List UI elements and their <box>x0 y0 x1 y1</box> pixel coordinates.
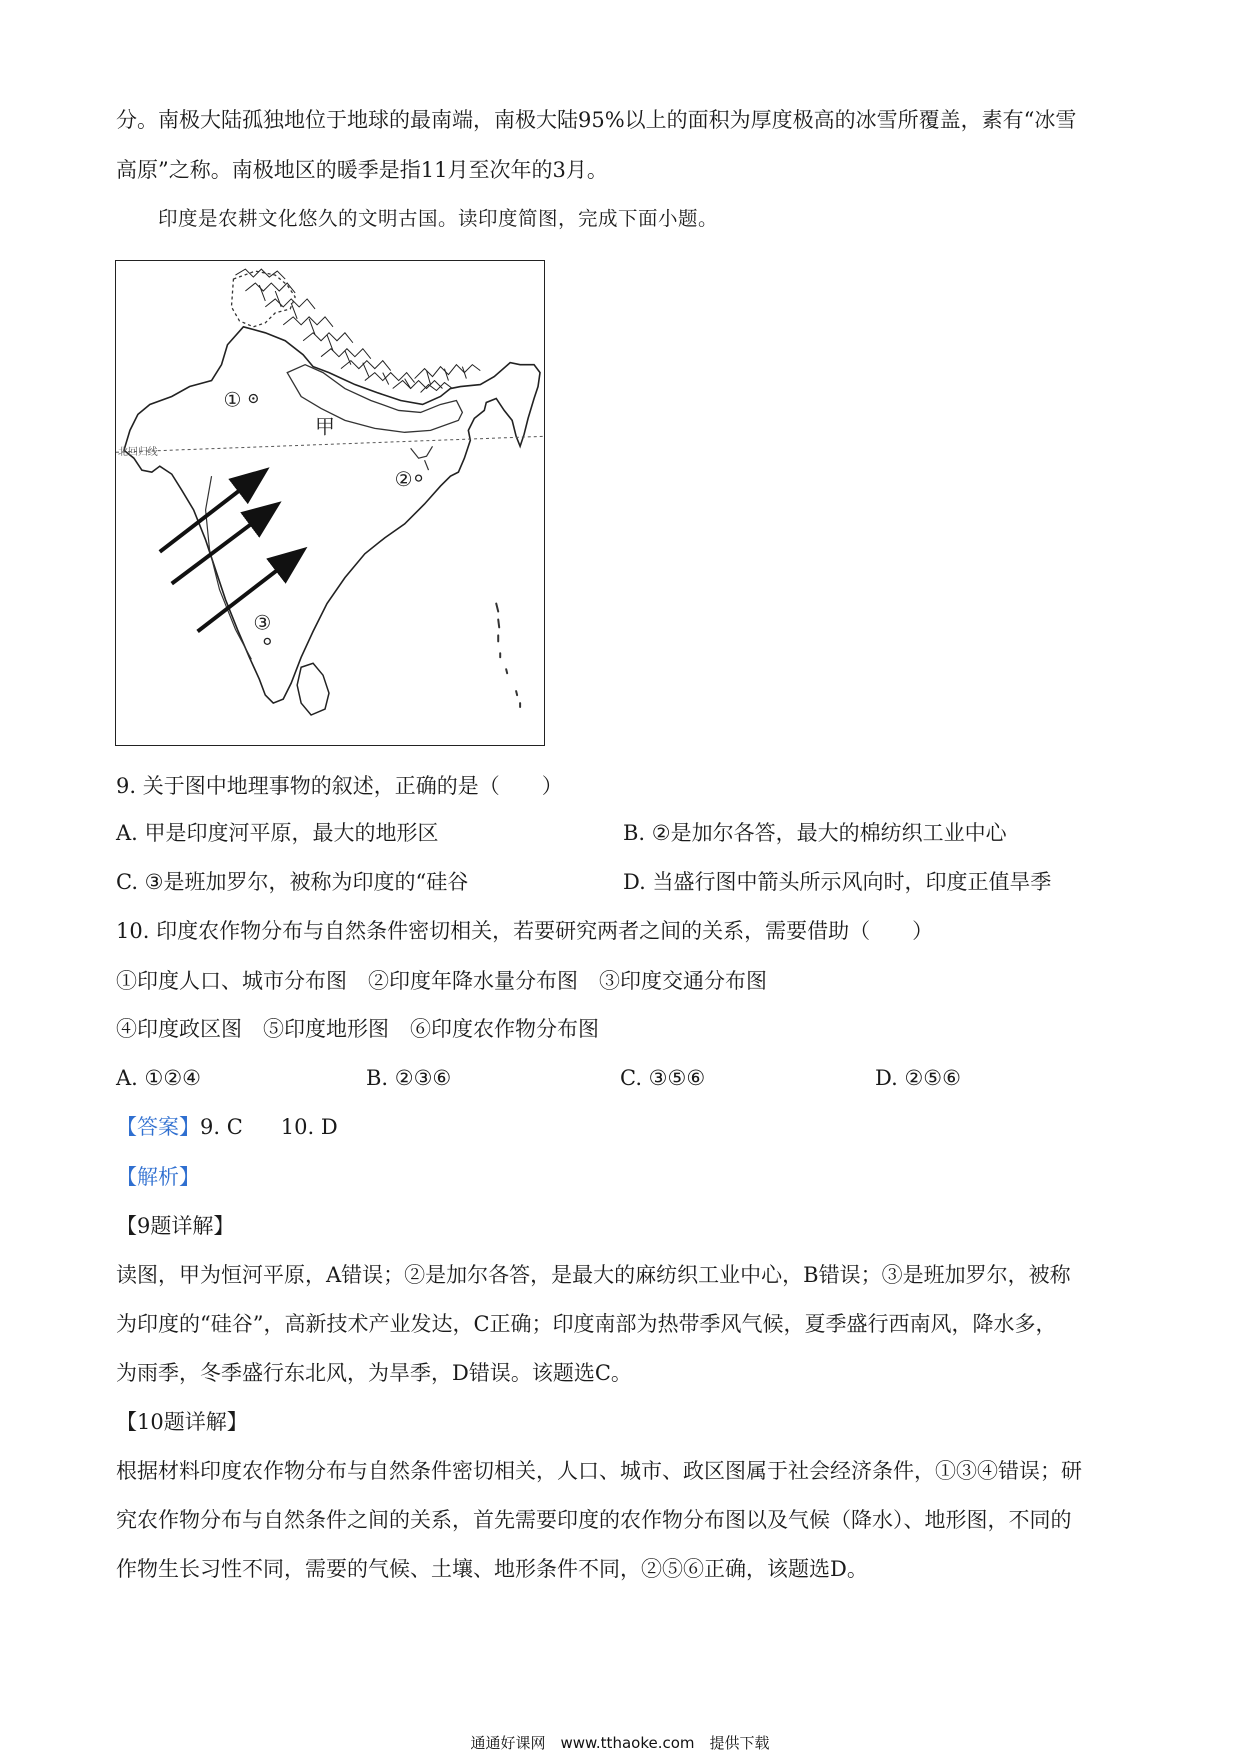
analysis-label: 【解析】 <box>116 1165 200 1189</box>
q10-option-b: B. ②③⑥ <box>366 1066 452 1090</box>
page-footer: 通通好课网 www.tthaoke.com 提供下载 <box>470 1734 770 1752</box>
region-jia-label: 甲 <box>315 415 335 439</box>
q9-option-c: C. ③是班加罗尔，被称为印度的“硅谷 <box>116 870 469 894</box>
q10-option-d: D. ②⑤⑥ <box>875 1066 961 1090</box>
answer-q9: 9. C <box>200 1115 243 1139</box>
western-ghats-line <box>206 476 252 659</box>
passage-line: 高原”之称。南极地区的暖季是指11月至次年的3月。 <box>116 158 608 182</box>
q10-maps-line: ④印度政区图 ⑤印度地形图 ⑥印度农作物分布图 <box>116 1017 599 1041</box>
india-outline <box>124 327 540 703</box>
q9-detail-line: 为印度的“硅谷”，高新技术产业发达，C正确；印度南部为热带季风气候，夏季盛行西南风，降水多， <box>116 1312 1057 1336</box>
tropic-of-cancer-line <box>116 436 544 452</box>
q10-maps-line: ①印度人口、城市分布图 ②印度年降水量分布图 ③印度交通分布图 <box>116 969 767 993</box>
monsoon-arrow <box>160 472 264 552</box>
india-map <box>115 260 545 746</box>
andaman-islands <box>496 604 520 708</box>
q9-detail-line: 为雨季，冬季盛行东北风，为旱季，D错误。该题选C。 <box>116 1361 632 1385</box>
site-3-label: ③ <box>253 611 272 635</box>
tropic-label: 北回归线 <box>117 447 158 459</box>
q9-detail-line: 读图，甲为恒河平原，A错误；②是加尔各答，是最大的麻纺织工业中心，B错误；③是班加罗尔，被称 <box>116 1263 1071 1287</box>
q10-detail-line: 究农作物分布与自然条件之间的关系，首先需要印度的农作物分布图以及气候（降水）、地形图，不同的 <box>116 1508 1072 1532</box>
site-3-marker <box>264 638 270 644</box>
intro-text: 印度是农耕文化悠久的文明古国。读印度简图，完成下面小题。 <box>158 207 719 230</box>
q10-option-c: C. ③⑤⑥ <box>620 1066 706 1090</box>
question-9-stem: 9. 关于图中地理事物的叙述，正确的是（ ） <box>116 774 563 798</box>
q9-option-d: D. 当盛行图中箭头所示风向时，印度正值旱季 <box>623 870 1052 894</box>
himalaya-mountains <box>235 269 480 392</box>
kashmir-boundary <box>231 271 295 327</box>
q10-detail-line: 作物生长习性不同，需要的气候、土壤、地形条件不同，②⑤⑥正确，该题选D。 <box>116 1557 868 1581</box>
answer-label: 【答案】 <box>116 1115 200 1139</box>
delta-coast <box>411 446 433 470</box>
answer-row <box>116 1117 338 1138</box>
site-2-marker <box>416 475 422 481</box>
question-10-stem: 10. 印度农作物分布与自然条件密切相关，若要研究两者之间的关系，需要借助（ ） <box>116 919 934 943</box>
q10-detail-heading: 【10题详解】 <box>116 1410 248 1434</box>
q9-detail-heading: 【9题详解】 <box>116 1214 235 1238</box>
q9-option-b: B. ②是加尔各答，最大的棉纺织工业中心 <box>623 821 1007 845</box>
q9-option-a: A. 甲是印度河平原，最大的地形区 <box>116 821 439 845</box>
monsoon-arrow <box>172 506 276 584</box>
sri-lanka-outline <box>297 663 329 715</box>
site-2-label: ② <box>394 468 413 492</box>
passage-line: 分。南极大陆孤独地位于地球的最南端，南极大陆95%以上的面积为厚度极高的冰雪所覆盖，素有“冰雪 <box>116 108 1077 132</box>
q10-option-a: A. ①②④ <box>116 1066 201 1090</box>
site-1-label: ① <box>223 388 242 412</box>
answer-q10: 10. D <box>280 1115 338 1139</box>
q10-detail-line: 根据材料印度农作物分布与自然条件密切相关，人口、城市、政区图属于社会经济条件，①③④错误；研 <box>116 1459 1082 1483</box>
